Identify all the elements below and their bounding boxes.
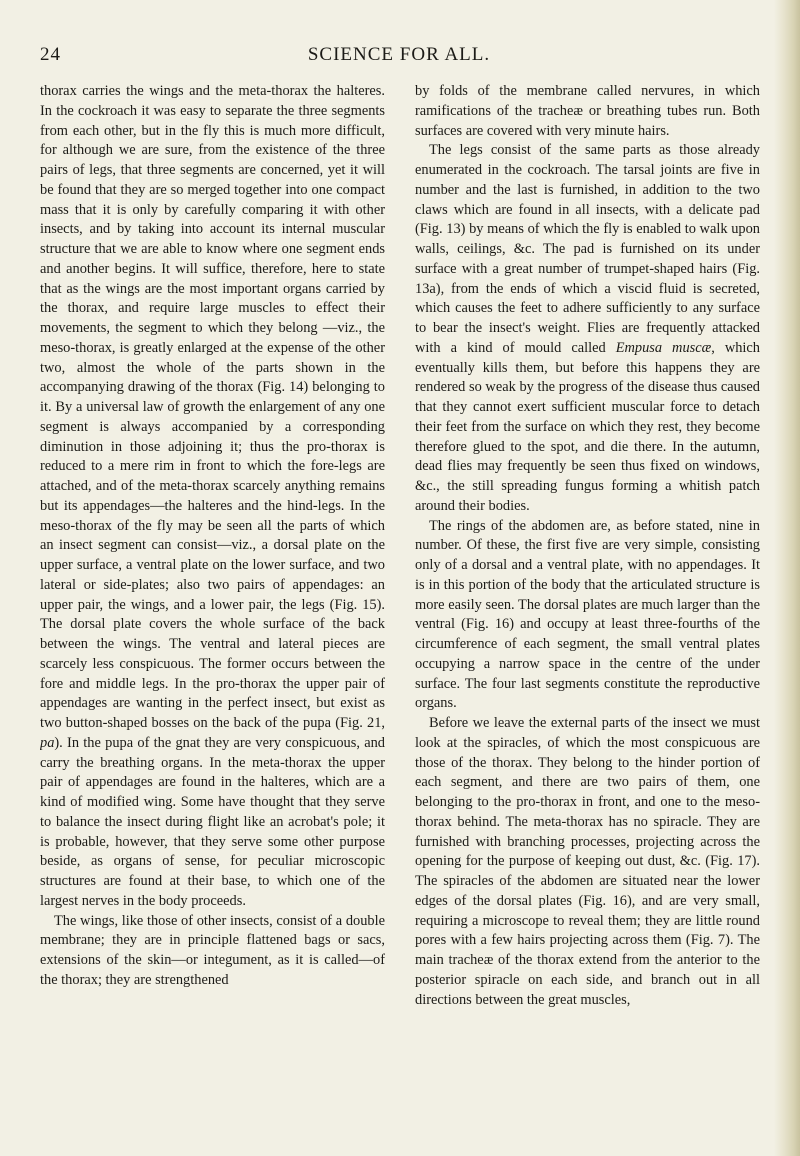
text-run: The wings, like those of other insects, consist of a double membrane; they are in principle flattened bags or sacs, extensions of the skin—or integument, as it is called—of the thorax; they are strengthened: [40, 912, 385, 988]
text-run: by folds of the membrane called nervures, in which ramifications of the tracheæ or breathing tubes run. Both surfaces are covered with very minute hairs.: [415, 83, 760, 139]
paragraph: [40, 912, 385, 991]
text-run: Before we leave the external parts of the insect we must look at the spiracles, of which the most conspicuous are those of the thorax. They belong to the hinder portion of each segment, and there are two pairs of them, one belonging to the pro-thorax in front, and one to the meso-thorax behind. The meta-thorax has no spiracle. They are furnished with branching processes, projecting across the opening for the purpose of keeping out dust, &c. (Fig. 17). The spiracles of the abdomen are situated near the lower edges of the dorsal plates (Fig. 16), and are very small, requiring a microscope to reveal them; they are little round pores with a few hairs projecting across them (Fig. 7). The main tracheæ of the thorax extend from the anterior to the posterior spiracle on each side, and branch out in all directions between the great muscles,: [415, 715, 760, 1008]
species-name: Empusa muscæ: [615, 339, 712, 356]
paragraph: [415, 517, 760, 715]
left-column: [40, 82, 385, 1142]
text-run: , which eventually kills them, but before this happens they are rendered so weak by the progress of the disease thus caused that they cannot exert sufficient muscular force to detach their feet from the surface on which they rest, they become therefore glued to the spot, and die there. In the autumn, dead flies may frequently be seen thus fixed on windows, &c., the still spreading fungus forming a whitish patch around their bodies.: [415, 339, 760, 514]
page-spine-shadow: [774, 0, 800, 1156]
italic-label: pa: [40, 734, 55, 751]
running-title: SCIENCE FOR ALL.: [307, 44, 491, 65]
paragraph: [40, 82, 385, 912]
text-run: ). In the pupa of the gnat they are very conspicuous, and carry the breathing organs. In the meta-thorax the upper pair of appendages are found in the halteres, which are a kind of modified wing. Some have thought that they serve to balance the insect during flight like an acrobat's pole; it is probable, however, that they serve some other purpose beside, as organs of sense, for peculiar microscopic structures are found at their base, to which one of the largest nerves in the body proceeds.: [40, 734, 385, 909]
text-run: thorax carries the wings and the meta-thorax the halteres. In the cockroach it was easy to separate the three segments from each other, but in the fly this is much more difficult, for although we are sure, from the existence of the three pairs of legs, that three segments are concerned, yet it will be found that they are so merged together into one compact mass that it is only by carefully comparing it with other insects, and by taking into account its internal muscular structure that we are able to know where one segment ends and another begins. It will suffice, therefore, here to state that as the wings are the most important organs carried by the thorax, and require large muscles to effect their movements, the segment to which they belong —viz., the meso-thorax, is greatly enlarged at the expense of the other two, almost the whole of the parts shown in the accompanying drawing of the thorax (Fig. 14) belonging to it. By a universal law of growth the enlargement of any one segment is always accompanied by a corresponding diminution in those adjoining it; thus the pro-thorax is reduced to a mere rim in front to which the fore-legs are attached, and of the meta-thorax scarcely anything remains but its appendages—the halteres and the hind-legs. In the meso-thorax of the fly may be seen all the parts of which an insect segment can consist—viz., a dorsal plate on the upper surface, a ventral plate on the lower surface, and two lateral or side-plates; also two pairs of appendages: an upper pair, the wings, and a lower pair, the legs (Fig. 15). The dorsal plate covers the whole surface of the back between the wings. The ventral and lateral pieces are scarcely less conspicuous. The former occurs between the fore and middle legs. In the pro-thorax the upper pair of appendages are wanting in the perfect insect, but exist as two button-shaped bosses on the back of the pupa (Fig. 21,: [40, 83, 385, 731]
right-column: [415, 82, 760, 1142]
page-number: 24: [40, 44, 61, 65]
paragraph: [415, 82, 760, 141]
paragraph: [415, 141, 760, 516]
text-run: The legs consist of the same parts as those already enumerated in the cockroach. The tarsal joints are five in number and the last is furnished, in addition to the two claws which are found in all insects, with a delicate pad (Fig. 13) by means of which the fly is enabled to walk upon walls, ceilings, &c. The pad is furnished on its under surface with a great number of trumpet-shaped hairs (Fig. 13a), from the ends of which a viscid fluid is secreted, which causes the feet to adhere sufficiently to any surface to bear the insect's weight. Flies are frequently attacked with a kind of mould called: [415, 142, 760, 356]
page-header: [40, 44, 758, 68]
paragraph: [415, 714, 760, 1010]
text-run: The rings of the abdomen are, as before stated, nine in number. Of these, the first five are very simple, consisting only of a dorsal and a ventral plate, with no appendages. It is in this portion of the body that the articulated structure is more easily seen. The dorsal plates are much larger than the ventral (Fig. 16) and occupy at least three-fourths of the circumference of each segment, the small ventral plates occupying a narrow space in the centre of the under surface. The four last segments constitute the reproductive organs.: [415, 517, 760, 712]
